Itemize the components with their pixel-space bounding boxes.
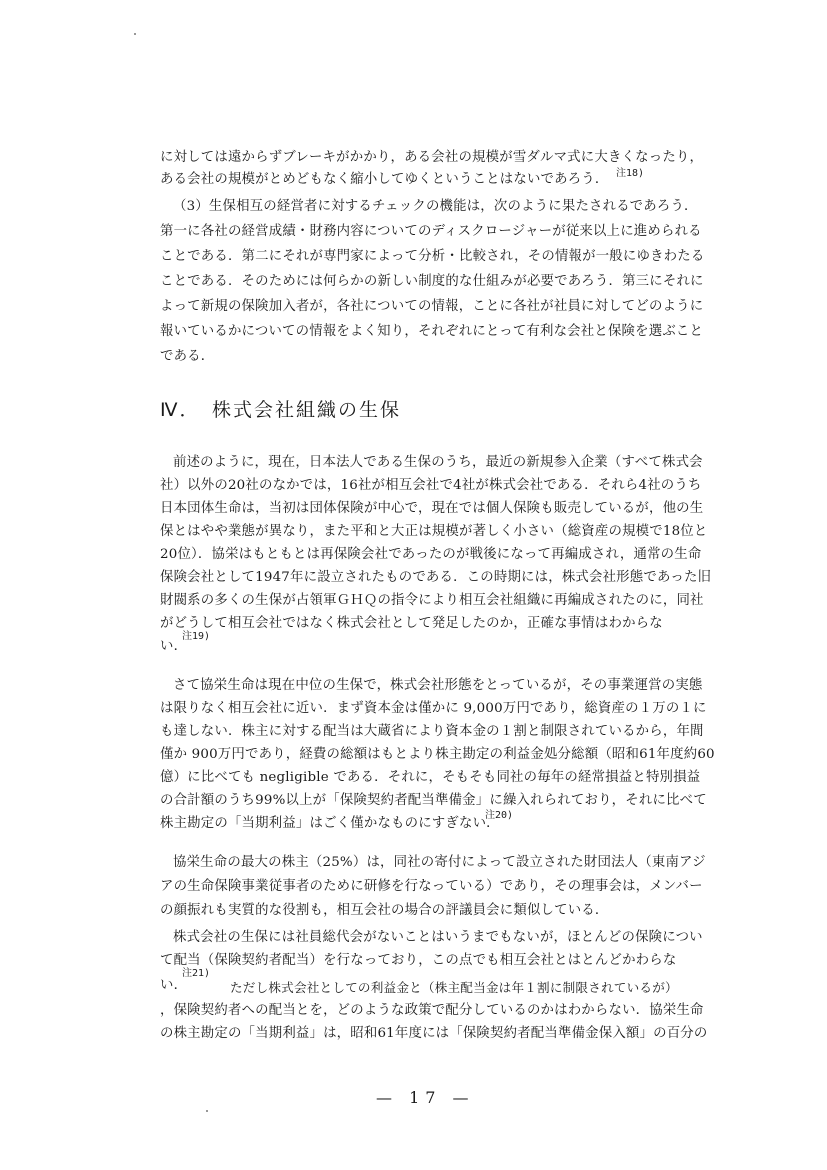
text-line: がどうして相互会社ではなく株式会社として発足したのか，正確な事情はわからな (160, 616, 663, 631)
text-line: （3）生保相互の経営者に対するチェックの機能は，次のように果たされるであろう． (173, 199, 698, 214)
text-line: も達しない．株主に対する配当は大蔵省により資本金の１割と制限されているから，年間 (160, 724, 704, 739)
text-line: アの生命保険事業従事者のために研修を行なっている）であり，その理事会は，メンバー (160, 879, 703, 894)
text-line: 財閥系の多くの生保が占領軍ＧＨＱの指令により相互会社組織に再編成されたのに，同社 (160, 593, 704, 608)
text-line: ただし株式会社としての利益金と（株主配当金は年１割に制限されているが） (230, 980, 678, 995)
footnote-marker: 注20) (485, 810, 514, 821)
scan-speck (206, 1110, 208, 1112)
text-line: ，保険契約者への配当とを，どのような政策で配分しているのかはわからない．協栄生命 (160, 1003, 704, 1018)
text-line: は限りなく相互会社に近い．まず資本金は僅かに 9,000万円であり，総資産の１万の１に (160, 701, 707, 716)
page-number: — 17 — (376, 1088, 475, 1107)
text-line: ことである．第二にそれが専門家によって分析・比較され，その情報が一般にゆきわたる (160, 249, 705, 264)
text-line: 第一に各社の経営成績・財務内容についてのディスクロージャーが従来以上に進められる (160, 224, 702, 239)
footnote-marker: 注21) (182, 968, 211, 979)
text-line: 株主勘定の「当期利益」はごく僅かなものにすぎない． (160, 816, 500, 831)
text-line: 協栄生命の最大の株主（25%）は，同社の寄付によって設立された財団法人（東南アジ (173, 855, 706, 870)
text-line: に対しては遠からずブレーキがかかり，ある会社の規模が雪ダルマ式に大きくなったり， (160, 150, 704, 165)
text-line: ことである．そのためには何らかの新しい制度的な仕組みが必要であろう．第三にそれに (160, 274, 704, 289)
text-line: 前述のように，現在，日本法人である生保のうち，最近の新規参入企業（すべて株式会 (173, 455, 703, 470)
text-line: である． (160, 349, 215, 364)
text-line: い． (160, 639, 188, 654)
text-line: 億）に比べても negligible である．それに，そもそも同社の毎年の経常損益と特別損益 (160, 770, 701, 785)
text-line: よって新規の保険加入者が，各社についての情報，ことに各社が社員に対してどのように (160, 299, 704, 314)
text-line: て配当（保険契約者配当）を行なっており，この点でも相互会社とはとんどかわらな (160, 953, 677, 968)
footnote-marker: 注18) (616, 168, 645, 179)
text-line: 保とはやや業態が異なり，また平和と大正は規模が著しく小さい（総資産の規模で18位と (160, 524, 708, 539)
section-heading: Ⅳ． 株式会社組織の生保 (160, 399, 402, 421)
text-line: 社）以外の20社のなかでは，16社が相互会社で4社が株式会社である．それら4社のうち (160, 478, 702, 493)
text-line: 20位）．協栄はもともとは再保険会社であったのが戦後になって再編成され，通常の生命 (160, 547, 702, 562)
text-line: の合計額のうち99%以上が「保険契約者配当準備金」に繰入れられており，それに比べて (160, 793, 707, 808)
text-line: の顔振れも実質的な役割も，相互会社の場合の評議員会に類似している． (160, 903, 609, 918)
text-line: ある会社の規模がとめどもなく縮小してゆくということはないであろう． (160, 172, 609, 187)
footnote-marker: 注19) (182, 631, 211, 642)
text-line: さて協栄生命は現在中位の生保で，株式会社形態をとっているが，その事業運営の実態 (173, 678, 703, 693)
text-line: 日本団体生命は，当初は団体保険が中心で，現在では個人保険も販売しているが，他の生 (160, 501, 704, 516)
text-line: 僅か 900万円であり，経費の総額はもとより株主勘定の利益金処分総額（昭和61年度約60 (160, 747, 715, 762)
text-line: 株式会社の生保には社員総代会がないことはいうまでもないが，ほとんどの保険につい (173, 930, 703, 945)
text-line: の株主勘定の「当期利益」は，昭和61年度には「保険契約者配当準備金保入額」の百分の (160, 1026, 708, 1041)
text-line: い． (160, 978, 188, 993)
scan-speck (134, 33, 136, 35)
text-line: 保険会社として1947年に設立されたものである．この時期には，株式会社形態であった旧 (160, 570, 712, 585)
text-line: 報いているかについての情報をよく知り，それぞれにとって有利な会社と保険を選ぶこと (160, 324, 704, 339)
